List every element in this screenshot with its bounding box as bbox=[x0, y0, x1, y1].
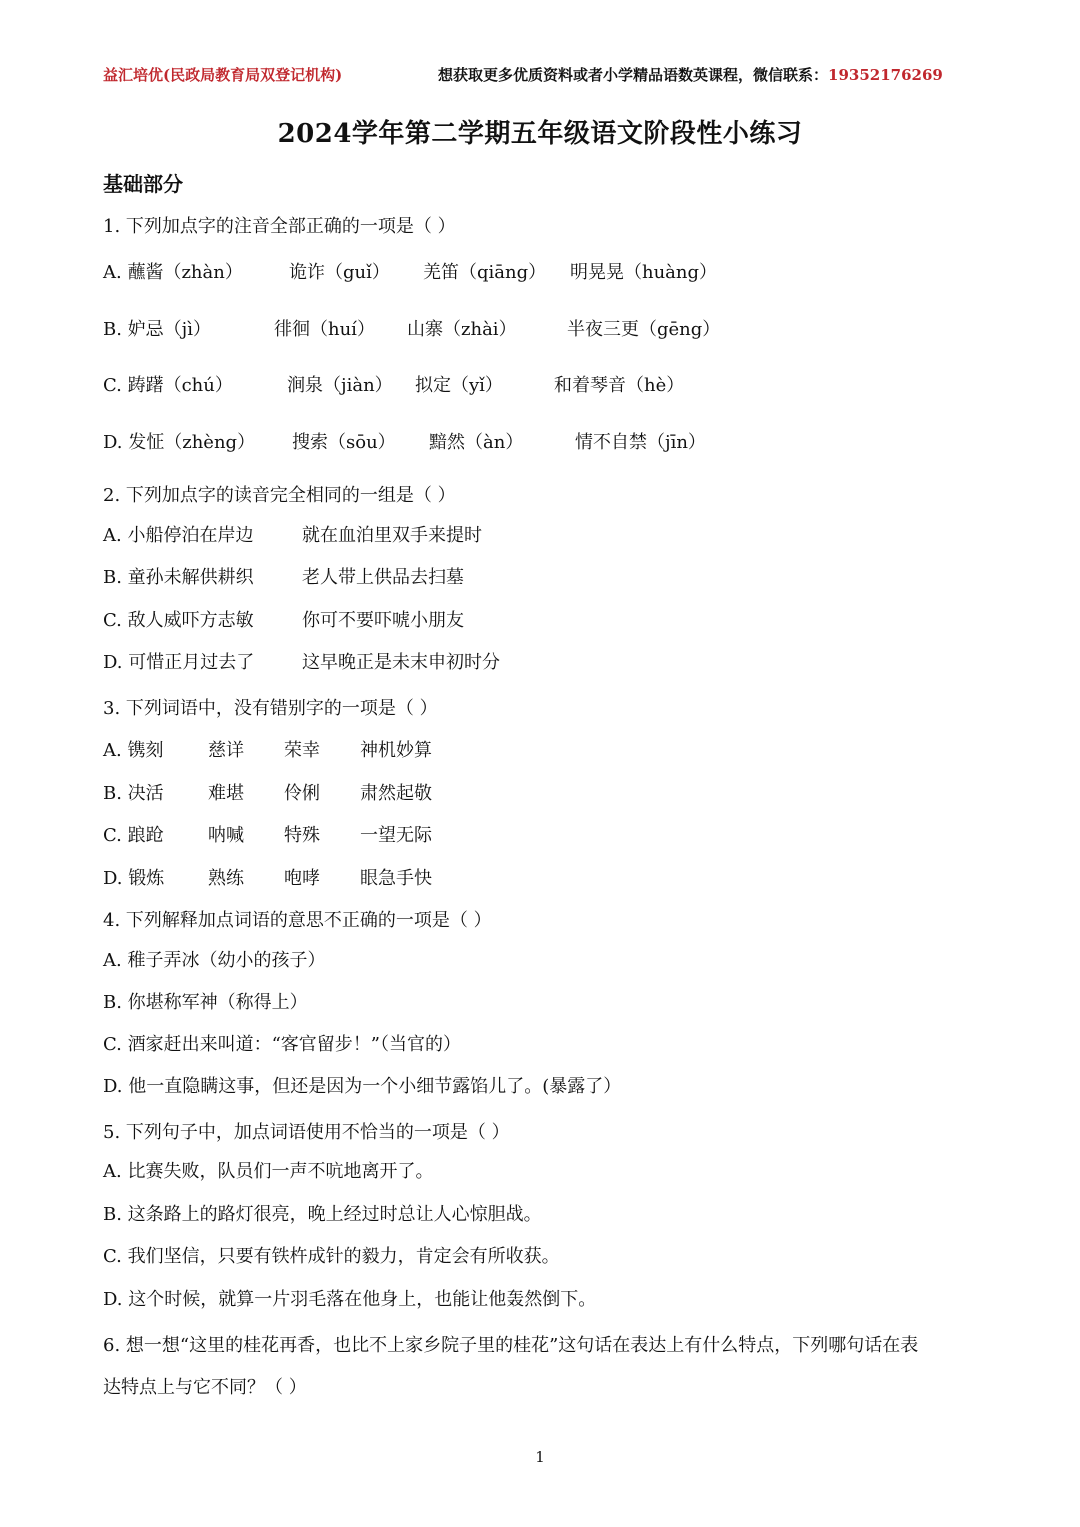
q1-b-2: 徘徊（huí） bbox=[274, 319, 375, 340]
q1-c-2: 涧泉（jiàn） bbox=[287, 375, 393, 396]
q3-a-1: A. 镌刻 bbox=[103, 740, 164, 761]
q5-option-a: A. 比赛失败，队员们一声不吭地离开了。 bbox=[103, 1161, 434, 1182]
q6-line-2: 达特点上与它不同？（ ） bbox=[103, 1377, 307, 1398]
header-contact-text: 想获取更多优质资料或者小学精品语数英课程，微信联系： bbox=[438, 66, 829, 84]
q4-option-d: D. 他一直隐瞒这事，但还是因为一个小细节露馅儿了。(暴露了） bbox=[103, 1076, 622, 1097]
q1-b-3: 山寨（zhài） bbox=[407, 319, 517, 340]
q1-a-2: 诡诈（guǐ） bbox=[289, 262, 390, 283]
q3-d-2: 熟练 bbox=[208, 868, 244, 889]
page-number: 1 bbox=[535, 1448, 545, 1466]
q2-a-2: 就在血泊里双手来提时 bbox=[302, 525, 482, 546]
q3-a-2: 慈详 bbox=[208, 740, 244, 761]
q3-c-4: 一望无际 bbox=[360, 825, 432, 846]
q3-c-1: C. 踉跄 bbox=[103, 825, 164, 846]
q2-c-1: C. 敌人威吓方志敏 bbox=[103, 610, 254, 631]
q1-d-3: 黯然（àn） bbox=[429, 432, 524, 453]
q1-c-1: C. 踌躇（chú） bbox=[103, 375, 233, 396]
q5-option-c: C. 我们坚信，只要有铁杵成针的毅力，肯定会有所收获。 bbox=[103, 1246, 560, 1267]
q5-stem: 5. 下列句子中，加点词语使用不恰当的一项是（ ） bbox=[103, 1122, 510, 1143]
q4-option-b: B. 你堪称军神（称得上） bbox=[103, 992, 308, 1013]
q3-d-1: D. 锻炼 bbox=[103, 868, 165, 889]
q1-a-1: A. 蘸酱（zhàn） bbox=[103, 262, 243, 283]
q3-b-4: 肃然起敬 bbox=[360, 783, 432, 804]
q6-line-1: 6. 想一想“这里的桂花再香，也比不上家乡院子里的桂花”这句话在表达上有什么特点，下列哪句话在表 bbox=[103, 1335, 919, 1356]
q3-a-3: 荣幸 bbox=[284, 740, 320, 761]
q2-c-2: 你可不要吓唬小朋友 bbox=[302, 610, 464, 631]
q3-stem: 3. 下列词语中，没有错别字的一项是（ ） bbox=[103, 698, 438, 719]
q2-b-1: B. 童孙未解供耕织 bbox=[103, 567, 254, 588]
q1-d-1: D. 发怔（zhèng） bbox=[103, 432, 256, 453]
q4-option-c: C. 酒家赶出来叫道：“客官留步！”（当官的） bbox=[103, 1034, 461, 1055]
q3-b-2: 难堪 bbox=[208, 783, 244, 804]
q4-stem: 4. 下列解释加点词语的意思不正确的一项是（ ） bbox=[103, 910, 492, 931]
q1-d-4: 情不自禁（jīn） bbox=[575, 432, 706, 453]
q1-c-4: 和着琴音（hè） bbox=[554, 375, 685, 396]
q3-d-3: 咆哮 bbox=[284, 868, 320, 889]
q3-a-4: 神机妙算 bbox=[360, 740, 432, 761]
q3-c-2: 呐喊 bbox=[208, 825, 244, 846]
q2-d-1: D. 可惜正月过去了 bbox=[103, 652, 255, 673]
q1-a-4: 明晃晃（huàng） bbox=[570, 262, 718, 283]
q2-b-2: 老人带上供品去扫墓 bbox=[302, 567, 464, 588]
header-org: 益汇培优(民政局教育局双登记机构) bbox=[103, 66, 343, 84]
q1-a-3: 羌笛（qiāng） bbox=[423, 262, 547, 283]
q1-b-4: 半夜三更（gēng） bbox=[567, 319, 721, 340]
q1-b-1: B. 妒忌（jì） bbox=[103, 319, 212, 340]
q3-d-4: 眼急手快 bbox=[360, 868, 432, 889]
q3-c-3: 特殊 bbox=[284, 825, 320, 846]
q4-option-a: A. 稚子弄冰（幼小的孩子） bbox=[103, 950, 326, 971]
q1-d-2: 搜索（sōu） bbox=[292, 432, 396, 453]
page-title: 2024学年第二学期五年级语文阶段性小练习 bbox=[277, 119, 803, 149]
header-contact bbox=[438, 64, 943, 85]
section-heading: 基础部分 bbox=[103, 172, 183, 196]
q2-d-2: 这早晚正是未末申初时分 bbox=[302, 652, 500, 673]
q3-b-3: 伶俐 bbox=[284, 783, 320, 804]
q1-c-3: 拟定（yǐ） bbox=[415, 375, 503, 396]
q3-b-1: B. 决活 bbox=[103, 783, 164, 804]
q5-option-b: B. 这条路上的路灯很亮，晚上经过时总让人心惊胆战。 bbox=[103, 1204, 542, 1225]
header-phone: 19352176269 bbox=[828, 66, 943, 84]
q2-stem: 2. 下列加点字的读音完全相同的一组是（ ） bbox=[103, 485, 456, 506]
q2-a-1: A. 小船停泊在岸边 bbox=[103, 525, 254, 546]
q5-option-d: D. 这个时候，就算一片羽毛落在他身上，也能让他轰然倒下。 bbox=[103, 1289, 597, 1310]
q1-stem: 1. 下列加点字的注音全部正确的一项是（ ） bbox=[103, 216, 456, 237]
